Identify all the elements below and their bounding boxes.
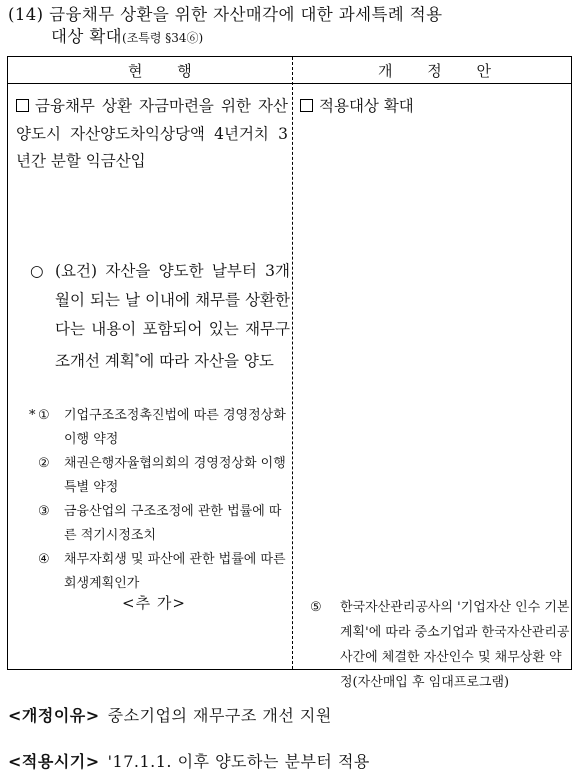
add-label: <추 가>: [122, 594, 186, 612]
heading-line2-wrap: [8, 26, 574, 49]
footnote-mark: ②: [38, 456, 50, 471]
proposed-main-text: [300, 93, 568, 121]
checkbox-square-icon: [16, 99, 29, 112]
footnote-item: [29, 404, 288, 452]
footnote-list: [29, 404, 288, 596]
footnote-mark: ④: [38, 552, 50, 567]
footnote-item: [38, 500, 288, 548]
checkbox-square-icon: [300, 99, 313, 112]
proposed-main-content: 적용대상 확대: [319, 97, 414, 115]
column-divider: [292, 57, 293, 669]
reason-line: [8, 703, 332, 726]
proposed-note-mark: ⑤: [310, 600, 322, 615]
header-proposed: 개 정 안: [378, 62, 507, 80]
proposed-note-text: 한국자산관리공사의 '기업자산 인수 기본계획'에 따라 중소기업과 한국자산관리공사간에 체결한 자산인수 및 채무상환 약정(자산매입 후 임대프로그램): [340, 600, 570, 690]
footnote-mark: ③: [38, 504, 50, 519]
requirement-main: (요건) 자산을 양도한 날부터 3개월이 되는 날 이내에 채무를 상환한다는 내용이 포함되어 있는 재무구조개선 계획: [55, 262, 290, 371]
heading-line2: 대상 확대: [51, 27, 123, 46]
header-current: 현 행: [128, 62, 207, 80]
footnote-item: [38, 548, 288, 596]
footnote-mark: ①: [38, 408, 50, 423]
asterisk-mark: *: [29, 408, 36, 423]
footnote-item: [38, 452, 288, 500]
footnote-text: 채권은행자율협의회의 경영정상화 이행 특별 약정: [64, 456, 286, 495]
requirement-block: [30, 257, 290, 376]
footnote-text: 채무자회생 및 파산에 관한 법률에 따른 회생계획인가: [64, 552, 286, 591]
requirement-suffix: 에 따라 자산을 양도: [139, 352, 274, 371]
proposed-note-item: [310, 595, 572, 695]
heading-reference: (조특령 §34⑥): [122, 31, 204, 45]
effective-tag: <적용시기>: [8, 752, 100, 771]
section-heading: [8, 4, 574, 49]
requirement-text: [30, 257, 290, 376]
circle-bullet-icon: ○: [30, 262, 44, 280]
footnote-text: 금융산업의 구조조정에 관한 법률에 따른 적기시정조치: [64, 504, 282, 543]
current-main-text: [16, 93, 288, 176]
heading-line1: 금융채무 상환을 위한 자산매각에 대한 과세특례 적용: [49, 5, 443, 24]
effective-text: '17.1.1. 이후 양도하는 분부터 적용: [107, 752, 370, 771]
heading-number: (14): [8, 5, 44, 24]
current-main-content: 금융채무 상환 자금마련을 위한 자산양도시 자산양도차익상당액 4년거치 3년간 분할 익금산입: [16, 97, 288, 170]
footnote-text: 기업구조조정촉진법에 따른 경영정상화 이행 약정: [64, 408, 286, 447]
reason-tag: <개정이유>: [8, 706, 100, 725]
footnote-star: *: [134, 353, 140, 363]
proposed-note: [310, 595, 572, 695]
effective-line: [8, 749, 370, 772]
comparison-table: [7, 56, 572, 690]
reason-text: 중소기업의 재무구조 개선 지원: [107, 706, 332, 725]
